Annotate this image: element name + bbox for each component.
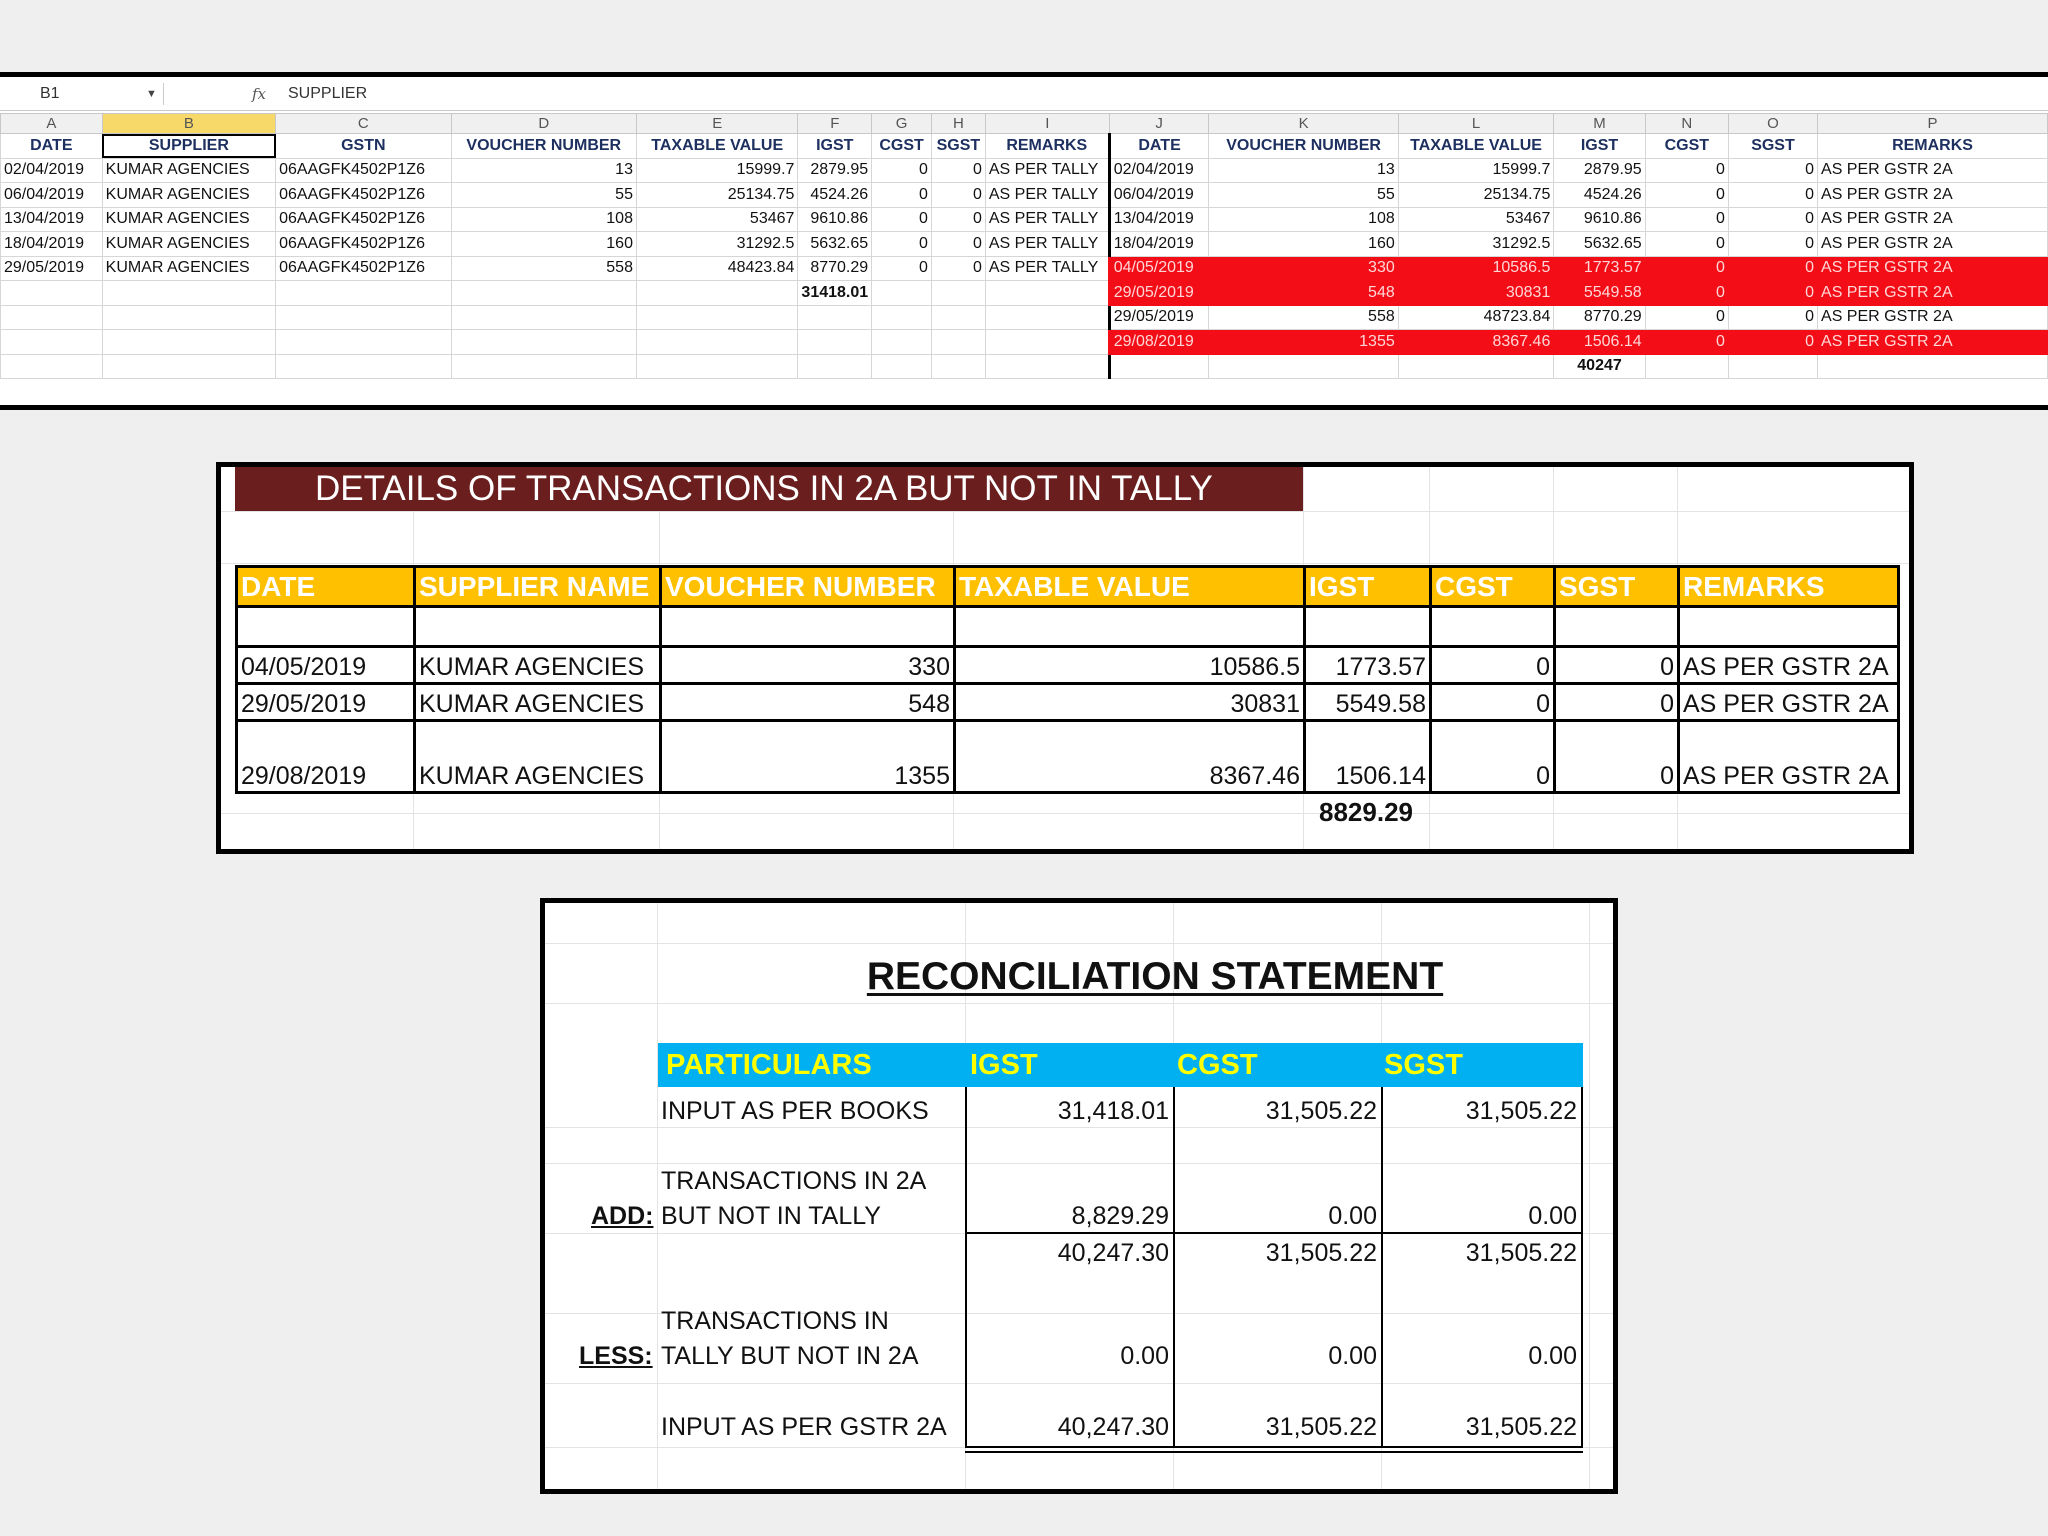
header-cell[interactable]: TAXABLE VALUE bbox=[636, 134, 797, 159]
table-cell[interactable]: AS PER TALLY bbox=[985, 256, 1109, 281]
table-cell[interactable]: AS PER GSTR 2A bbox=[1818, 330, 2048, 355]
table-cell[interactable] bbox=[636, 281, 797, 306]
table-cell[interactable] bbox=[1645, 354, 1728, 379]
tally-vs-2a-grid bbox=[0, 113, 2048, 379]
table-cell[interactable] bbox=[102, 305, 275, 330]
details-cell[interactable]: 30831 bbox=[955, 684, 1305, 721]
column-letters-row bbox=[1, 114, 2048, 134]
details-cell[interactable]: AS PER GSTR 2A bbox=[1679, 684, 1899, 721]
column-letter[interactable]: D bbox=[451, 114, 636, 134]
table-cell[interactable]: 8770.29 bbox=[1554, 305, 1645, 330]
input-gstr-label[interactable]: INPUT AS PER GSTR 2A bbox=[661, 1413, 947, 1441]
less-cgst[interactable]: 0.00 bbox=[1328, 1342, 1377, 1370]
column-letter[interactable]: P bbox=[1818, 114, 2048, 134]
details-cell[interactable] bbox=[955, 607, 1305, 647]
function-icon[interactable]: fx bbox=[252, 85, 267, 103]
table-cell[interactable] bbox=[798, 354, 872, 379]
table-cell[interactable] bbox=[636, 354, 797, 379]
details-header-row bbox=[237, 567, 1899, 607]
reconciliation-sheet bbox=[540, 898, 1618, 1494]
table-cell[interactable]: 0 bbox=[872, 256, 932, 281]
column-letter[interactable]: H bbox=[931, 114, 985, 134]
details-cell[interactable] bbox=[1555, 607, 1679, 647]
table-cell[interactable]: KUMAR AGENCIES bbox=[102, 232, 275, 257]
details-cell[interactable]: KUMAR AGENCIES bbox=[415, 721, 661, 793]
header-row bbox=[1, 134, 2048, 159]
table-cell[interactable]: 18/04/2019 bbox=[1109, 232, 1209, 257]
table-cell[interactable]: 0 bbox=[1645, 183, 1728, 208]
table-cell[interactable]: 0 bbox=[1645, 232, 1728, 257]
details-cell[interactable]: 1506.14 bbox=[1305, 721, 1431, 793]
details-header-cell[interactable]: CGST bbox=[1431, 567, 1555, 607]
details-header-cell[interactable]: TAXABLE VALUE bbox=[955, 567, 1305, 607]
header-cell[interactable]: SGST bbox=[931, 134, 985, 159]
details-cell[interactable]: AS PER GSTR 2A bbox=[1679, 647, 1899, 684]
header-cell[interactable]: CGST bbox=[872, 134, 932, 159]
table-cell[interactable]: 48723.84 bbox=[1398, 305, 1554, 330]
totals-row bbox=[1, 354, 2048, 379]
details-header-cell[interactable]: DATE bbox=[237, 567, 415, 607]
table-cell[interactable] bbox=[931, 354, 985, 379]
details-header-cell[interactable]: IGST bbox=[1305, 567, 1431, 607]
table-cell[interactable]: 9610.86 bbox=[798, 207, 872, 232]
header-cell[interactable]: VOUCHER NUMBER bbox=[1209, 134, 1398, 159]
table-cell[interactable] bbox=[1728, 354, 1817, 379]
table-cell[interactable]: 06AAGFK4502P1Z6 bbox=[276, 183, 451, 208]
table-cell[interactable]: 0 bbox=[872, 232, 932, 257]
header-cell[interactable]: IGST bbox=[798, 134, 872, 159]
table-cell[interactable] bbox=[985, 281, 1109, 306]
table-cell[interactable]: 0 bbox=[1728, 281, 1817, 306]
table-cell[interactable] bbox=[931, 281, 985, 306]
table-cell[interactable]: 0 bbox=[1645, 207, 1728, 232]
table-cell[interactable] bbox=[1209, 354, 1398, 379]
table-cell[interactable]: KUMAR AGENCIES bbox=[102, 158, 275, 183]
table-cell[interactable]: AS PER GSTR 2A bbox=[1818, 207, 2048, 232]
table-cell[interactable]: 160 bbox=[451, 232, 636, 257]
table-cell[interactable]: 48423.84 bbox=[636, 256, 797, 281]
table-cell[interactable]: 4524.26 bbox=[1554, 183, 1645, 208]
table-cell[interactable]: AS PER GSTR 2A bbox=[1818, 281, 2048, 306]
table-cell[interactable]: AS PER GSTR 2A bbox=[1818, 256, 2048, 281]
details-blank-row bbox=[237, 607, 1899, 647]
table-cell[interactable]: 548 bbox=[1209, 281, 1398, 306]
table-cell[interactable] bbox=[102, 354, 275, 379]
details-cell[interactable]: 10586.5 bbox=[955, 647, 1305, 684]
column-letter[interactable]: F bbox=[798, 114, 872, 134]
table-cell[interactable] bbox=[985, 354, 1109, 379]
reconciliation-header bbox=[658, 1043, 1583, 1087]
source-spreadsheet bbox=[0, 72, 2048, 410]
details-header-cell[interactable]: REMARKS bbox=[1679, 567, 1899, 607]
details-cell[interactable] bbox=[661, 607, 955, 647]
input-books-label[interactable]: INPUT AS PER BOOKS bbox=[661, 1097, 929, 1125]
table-cell[interactable]: 06AAGFK4502P1Z6 bbox=[276, 207, 451, 232]
table-cell[interactable]: 0 bbox=[872, 207, 932, 232]
table-cell[interactable] bbox=[872, 281, 932, 306]
table-cell[interactable] bbox=[451, 281, 636, 306]
table-cell[interactable]: 13 bbox=[451, 158, 636, 183]
table-cell[interactable]: 29/05/2019 bbox=[1, 256, 103, 281]
table-cell[interactable]: 1355 bbox=[1209, 330, 1398, 355]
table-cell[interactable] bbox=[1, 305, 103, 330]
column-letter[interactable]: J bbox=[1109, 114, 1209, 134]
header-cell[interactable]: IGST bbox=[1554, 134, 1645, 159]
header-cell[interactable]: CGST bbox=[1645, 134, 1728, 159]
table-cell[interactable] bbox=[931, 330, 985, 355]
header-cell[interactable]: DATE bbox=[1, 134, 103, 159]
details-cell[interactable]: KUMAR AGENCIES bbox=[415, 684, 661, 721]
header-cell[interactable]: DATE bbox=[1109, 134, 1209, 159]
table-cell[interactable] bbox=[798, 330, 872, 355]
column-letter[interactable]: B bbox=[102, 114, 275, 134]
table-cell[interactable]: 06/04/2019 bbox=[1, 183, 103, 208]
chevron-down-icon[interactable]: ▼ bbox=[146, 88, 157, 100]
table-cell[interactable]: KUMAR AGENCIES bbox=[102, 256, 275, 281]
table-row bbox=[1, 330, 2048, 355]
table-cell[interactable]: 0 bbox=[1645, 305, 1728, 330]
table-cell[interactable]: 15999.7 bbox=[1398, 158, 1554, 183]
table-cell[interactable]: 5632.65 bbox=[798, 232, 872, 257]
details-header-cell[interactable]: SGST bbox=[1555, 567, 1679, 607]
table-cell[interactable]: AS PER GSTR 2A bbox=[1818, 305, 2048, 330]
less-igst[interactable]: 0.00 bbox=[1120, 1342, 1169, 1370]
formula-input[interactable]: SUPPLIER bbox=[288, 85, 368, 102]
table-cell[interactable]: 0 bbox=[1728, 232, 1817, 257]
details-cell[interactable]: 548 bbox=[661, 684, 955, 721]
table-cell[interactable]: 0 bbox=[931, 256, 985, 281]
details-cell[interactable]: 0 bbox=[1555, 684, 1679, 721]
details-cell[interactable]: 1355 bbox=[661, 721, 955, 793]
column-letter[interactable]: K bbox=[1209, 114, 1398, 134]
table-cell[interactable]: 558 bbox=[451, 256, 636, 281]
subtotal-cgst[interactable]: 31,505.22 bbox=[1265, 1239, 1377, 1267]
table-cell[interactable]: 31292.5 bbox=[1398, 232, 1554, 257]
table-cell[interactable]: 53467 bbox=[1398, 207, 1554, 232]
table-cell[interactable]: 0 bbox=[1645, 330, 1728, 355]
table-cell[interactable] bbox=[1109, 354, 1209, 379]
column-letter[interactable]: G bbox=[872, 114, 932, 134]
table-cell[interactable]: 06AAGFK4502P1Z6 bbox=[276, 256, 451, 281]
less-marker: LESS: bbox=[579, 1342, 653, 1370]
table-cell[interactable]: 0 bbox=[1728, 183, 1817, 208]
details-table bbox=[235, 565, 1900, 794]
table-cell[interactable]: AS PER TALLY bbox=[985, 207, 1109, 232]
table-cell[interactable]: 0 bbox=[1728, 207, 1817, 232]
column-letter[interactable]: C bbox=[276, 114, 451, 134]
add-cgst[interactable]: 0.00 bbox=[1328, 1202, 1377, 1230]
add-igst[interactable]: 8,829.29 bbox=[1071, 1202, 1169, 1230]
details-cell[interactable]: 0 bbox=[1555, 647, 1679, 684]
subtotal-igst[interactable]: 40,247.30 bbox=[1057, 1239, 1169, 1267]
table-cell[interactable]: 1773.57 bbox=[1554, 256, 1645, 281]
table-cell[interactable] bbox=[872, 330, 932, 355]
table-cell[interactable]: 02/04/2019 bbox=[1, 158, 103, 183]
table-cell[interactable]: 0 bbox=[872, 183, 932, 208]
input-books-igst[interactable]: 31,418.01 bbox=[1057, 1097, 1169, 1125]
table-row bbox=[1, 305, 2048, 330]
table-cell[interactable]: 13 bbox=[1209, 158, 1398, 183]
table-cell[interactable]: 0 bbox=[1728, 305, 1817, 330]
table-cell[interactable]: 55 bbox=[1209, 183, 1398, 208]
table-cell[interactable]: 4524.26 bbox=[798, 183, 872, 208]
table-cell[interactable]: 0 bbox=[931, 207, 985, 232]
input-gstr-cgst[interactable]: 31,505.22 bbox=[1265, 1413, 1377, 1441]
table-cell[interactable]: 0 bbox=[1728, 330, 1817, 355]
table-cell[interactable]: 0 bbox=[931, 158, 985, 183]
table-cell[interactable] bbox=[1398, 354, 1554, 379]
table-cell[interactable]: 13/04/2019 bbox=[1, 207, 103, 232]
table-cell[interactable] bbox=[931, 305, 985, 330]
table-cell[interactable]: 06/04/2019 bbox=[1109, 183, 1209, 208]
add-label-line1[interactable]: TRANSACTIONS IN 2A bbox=[661, 1167, 927, 1195]
table-cell[interactable] bbox=[276, 354, 451, 379]
table-cell[interactable] bbox=[1, 281, 103, 306]
table-cell[interactable]: 29/08/2019 bbox=[1109, 330, 1209, 355]
table-cell[interactable] bbox=[1, 330, 103, 355]
header-particulars[interactable]: PARTICULARS bbox=[666, 1049, 872, 1081]
table-cell[interactable]: AS PER TALLY bbox=[985, 158, 1109, 183]
details-row bbox=[237, 647, 1899, 684]
table-cell[interactable]: 5549.58 bbox=[1554, 281, 1645, 306]
table-cell[interactable] bbox=[102, 330, 275, 355]
table-cell[interactable]: 0 bbox=[872, 158, 932, 183]
table-cell[interactable]: 55 bbox=[451, 183, 636, 208]
table-cell[interactable] bbox=[985, 330, 1109, 355]
less-label-line1[interactable]: TRANSACTIONS IN bbox=[661, 1307, 889, 1335]
details-cell[interactable] bbox=[237, 607, 415, 647]
table-row bbox=[1, 207, 2048, 232]
add-sgst[interactable]: 0.00 bbox=[1528, 1202, 1577, 1230]
header-sgst[interactable]: SGST bbox=[1384, 1049, 1463, 1081]
details-cell[interactable]: 8367.46 bbox=[955, 721, 1305, 793]
table-cell[interactable]: AS PER TALLY bbox=[985, 232, 1109, 257]
details-cell[interactable]: 1773.57 bbox=[1305, 647, 1431, 684]
table-cell[interactable]: 31292.5 bbox=[636, 232, 797, 257]
table-cell[interactable]: AS PER GSTR 2A bbox=[1818, 232, 2048, 257]
table-cell[interactable]: 2879.95 bbox=[1554, 158, 1645, 183]
table-cell[interactable]: 29/05/2019 bbox=[1109, 305, 1209, 330]
table-cell[interactable] bbox=[636, 330, 797, 355]
table-row bbox=[1, 281, 2048, 306]
details-row bbox=[237, 684, 1899, 721]
add-label-line2[interactable]: BUT NOT IN TALLY bbox=[661, 1202, 881, 1230]
table-cell[interactable]: AS PER GSTR 2A bbox=[1818, 158, 2048, 183]
table-cell[interactable] bbox=[451, 305, 636, 330]
details-sheet bbox=[216, 462, 1914, 854]
table-cell[interactable]: 30831 bbox=[1398, 281, 1554, 306]
details-cell[interactable] bbox=[1679, 607, 1899, 647]
table-cell[interactable]: 10586.5 bbox=[1398, 256, 1554, 281]
table-cell[interactable] bbox=[276, 281, 451, 306]
less-sgst[interactable]: 0.00 bbox=[1528, 1342, 1577, 1370]
reconciliation-title: RECONCILIATION STATEMENT bbox=[866, 955, 1444, 998]
details-cell[interactable]: 0 bbox=[1431, 647, 1555, 684]
table-cell[interactable]: KUMAR AGENCIES bbox=[102, 183, 275, 208]
details-cell[interactable]: 0 bbox=[1555, 721, 1679, 793]
table-cell[interactable]: 558 bbox=[1209, 305, 1398, 330]
table-cell[interactable]: 06AAGFK4502P1Z6 bbox=[276, 158, 451, 183]
table-cell[interactable] bbox=[276, 330, 451, 355]
details-cell[interactable] bbox=[1305, 607, 1431, 647]
column-letter[interactable]: I bbox=[985, 114, 1109, 134]
details-header-cell[interactable]: SUPPLIER NAME bbox=[415, 567, 661, 607]
details-row bbox=[237, 721, 1899, 793]
table-cell[interactable]: 108 bbox=[1209, 207, 1398, 232]
less-label-line2[interactable]: TALLY BUT NOT IN 2A bbox=[661, 1342, 919, 1370]
header-cell[interactable]: VOUCHER NUMBER bbox=[451, 134, 636, 159]
add-marker: ADD: bbox=[591, 1202, 654, 1230]
details-cell[interactable]: AS PER GSTR 2A bbox=[1679, 721, 1899, 793]
table-cell[interactable]: 5632.65 bbox=[1554, 232, 1645, 257]
tally-igst-total[interactable]: 31418.01 bbox=[798, 281, 872, 306]
table-cell[interactable] bbox=[985, 305, 1109, 330]
table-cell[interactable]: 25134.75 bbox=[636, 183, 797, 208]
details-cell[interactable]: 330 bbox=[661, 647, 955, 684]
table-cell[interactable]: 25134.75 bbox=[1398, 183, 1554, 208]
table-cell[interactable]: 29/05/2019 bbox=[1109, 281, 1209, 306]
table-cell[interactable]: 2879.95 bbox=[798, 158, 872, 183]
table-cell[interactable]: 0 bbox=[1728, 256, 1817, 281]
table-cell[interactable] bbox=[276, 305, 451, 330]
table-cell[interactable]: 330 bbox=[1209, 256, 1398, 281]
column-letter[interactable]: L bbox=[1398, 114, 1554, 134]
details-cell[interactable]: 0 bbox=[1431, 721, 1555, 793]
table-cell[interactable]: 8770.29 bbox=[798, 256, 872, 281]
table-cell[interactable]: 8367.46 bbox=[1398, 330, 1554, 355]
igst-total[interactable]: 8829.29 bbox=[1319, 797, 1413, 827]
table-cell[interactable]: 0 bbox=[1645, 256, 1728, 281]
header-igst[interactable]: IGST bbox=[970, 1049, 1038, 1081]
table-cell[interactable]: 53467 bbox=[636, 207, 797, 232]
table-cell[interactable]: 06AAGFK4502P1Z6 bbox=[276, 232, 451, 257]
table-cell[interactable] bbox=[1818, 354, 2048, 379]
table-row bbox=[1, 183, 2048, 208]
table-cell[interactable]: AS PER GSTR 2A bbox=[1818, 183, 2048, 208]
column-letter[interactable]: O bbox=[1728, 114, 1817, 134]
table-cell[interactable]: 108 bbox=[451, 207, 636, 232]
table-cell[interactable]: 9610.86 bbox=[1554, 207, 1645, 232]
details-cell[interactable]: KUMAR AGENCIES bbox=[415, 647, 661, 684]
gstr-igst-total[interactable]: 40247 bbox=[1554, 354, 1645, 379]
input-books-cgst[interactable]: 31,505.22 bbox=[1265, 1097, 1377, 1125]
table-cell[interactable] bbox=[102, 281, 275, 306]
header-cell[interactable]: REMARKS bbox=[985, 134, 1109, 159]
table-cell[interactable]: 13/04/2019 bbox=[1109, 207, 1209, 232]
table-cell[interactable]: 0 bbox=[1728, 158, 1817, 183]
table-cell[interactable]: 02/04/2019 bbox=[1109, 158, 1209, 183]
details-cell[interactable] bbox=[415, 607, 661, 647]
table-cell[interactable] bbox=[1, 354, 103, 379]
table-cell[interactable]: 0 bbox=[931, 232, 985, 257]
header-cell[interactable]: GSTN bbox=[276, 134, 451, 159]
table-cell[interactable]: 18/04/2019 bbox=[1, 232, 103, 257]
column-letter[interactable]: A bbox=[1, 114, 103, 134]
table-cell[interactable] bbox=[451, 354, 636, 379]
header-cell[interactable]: REMARKS bbox=[1818, 134, 2048, 159]
table-cell[interactable]: 15999.7 bbox=[636, 158, 797, 183]
details-cell[interactable]: 0 bbox=[1431, 684, 1555, 721]
table-cell[interactable]: 1506.14 bbox=[1554, 330, 1645, 355]
table-row bbox=[1, 232, 2048, 257]
details-cell[interactable]: 29/08/2019 bbox=[237, 721, 415, 793]
table-cell[interactable]: KUMAR AGENCIES bbox=[102, 207, 275, 232]
formula-bar bbox=[0, 77, 2048, 111]
input-gstr-sgst[interactable]: 31,505.22 bbox=[1465, 1413, 1577, 1441]
details-cell[interactable] bbox=[1431, 607, 1555, 647]
table-cell[interactable]: 0 bbox=[1645, 281, 1728, 306]
column-letter[interactable]: M bbox=[1554, 114, 1645, 134]
header-cell[interactable]: SGST bbox=[1728, 134, 1817, 159]
table-cell[interactable]: AS PER TALLY bbox=[985, 183, 1109, 208]
table-cell[interactable] bbox=[451, 330, 636, 355]
subtotal-sgst[interactable]: 31,505.22 bbox=[1465, 1239, 1577, 1267]
input-books-sgst[interactable]: 31,505.22 bbox=[1465, 1097, 1577, 1125]
table-cell[interactable]: 160 bbox=[1209, 232, 1398, 257]
table-row bbox=[1, 256, 2048, 281]
table-cell[interactable] bbox=[636, 305, 797, 330]
details-title: DETAILS OF TRANSACTIONS IN 2A BUT NOT IN TALLY bbox=[235, 467, 1303, 511]
table-cell[interactable] bbox=[872, 305, 932, 330]
table-cell[interactable]: 04/05/2019 bbox=[1109, 256, 1209, 281]
header-cgst[interactable]: CGST bbox=[1177, 1049, 1258, 1081]
table-cell[interactable] bbox=[872, 354, 932, 379]
details-cell[interactable]: 29/05/2019 bbox=[237, 684, 415, 721]
column-letter[interactable]: N bbox=[1645, 114, 1728, 134]
table-cell[interactable]: 0 bbox=[1645, 158, 1728, 183]
details-header-cell[interactable]: VOUCHER NUMBER bbox=[661, 567, 955, 607]
table-cell[interactable]: 0 bbox=[931, 183, 985, 208]
name-box[interactable]: B1 bbox=[4, 83, 164, 105]
table-row bbox=[1, 158, 2048, 183]
header-cell[interactable]: SUPPLIER bbox=[102, 134, 275, 159]
table-cell[interactable] bbox=[798, 305, 872, 330]
column-letter[interactable]: E bbox=[636, 114, 797, 134]
input-gstr-igst[interactable]: 40,247.30 bbox=[1057, 1413, 1169, 1441]
details-cell[interactable]: 04/05/2019 bbox=[237, 647, 415, 684]
details-cell[interactable]: 5549.58 bbox=[1305, 684, 1431, 721]
header-cell[interactable]: TAXABLE VALUE bbox=[1398, 134, 1554, 159]
